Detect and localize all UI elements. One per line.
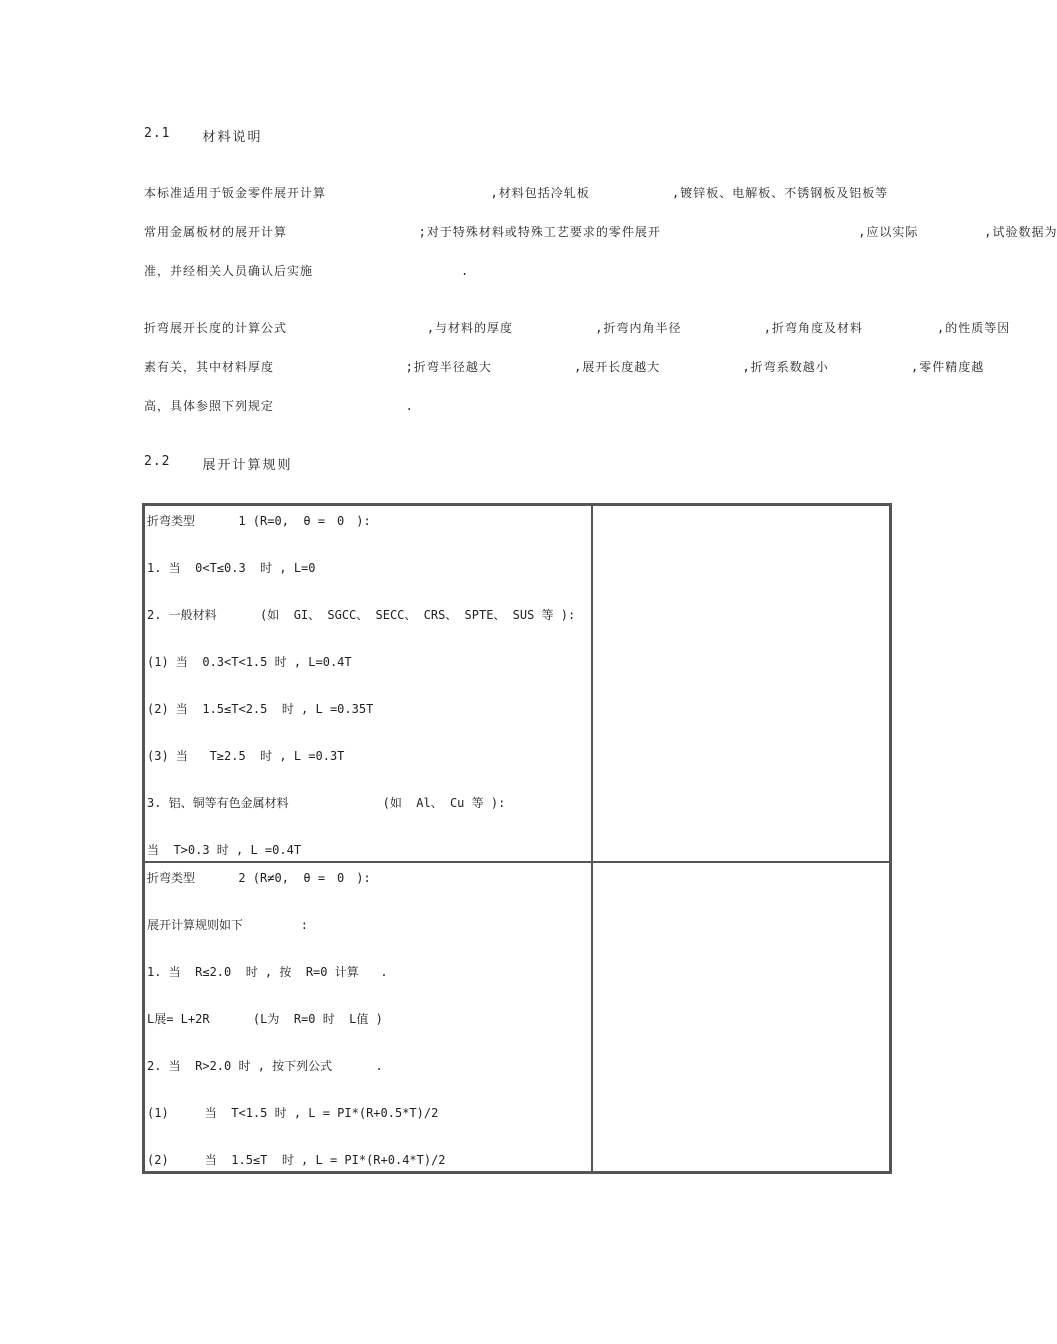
section-heading-2-2 (144, 454, 293, 473)
section-number: 2.1 (144, 126, 171, 141)
rule-line: 当 T>0.3 时 , L =0.4T (147, 843, 302, 857)
rule-line: (2) 当 1.5≤T<2.5 时 , L =0.35T (147, 702, 374, 716)
section-number: 2.2 (144, 454, 171, 469)
paragraph-bend-formula (144, 318, 1011, 435)
paragraph-line: 准，并经相关人员确认后实施 . (144, 264, 470, 278)
rule-line: 2. 一般材料 (如 GI、 SGCC、 SECC、 CRS、 SPTE、 SUS 等 ): (147, 608, 576, 622)
table-cell-rules (144, 505, 592, 862)
paragraph-material (144, 183, 1057, 300)
paragraph-line: 折弯展开长度的计算公式 ,与材料的厚度 ,折弯内角半径 ,折弯角度及材料 ,的性质等因 (144, 321, 1011, 335)
table-row (144, 505, 890, 862)
rule-line: (3) 当 T≥2.5 时 , L =0.3T (147, 749, 345, 763)
section-title: 展开计算规则 (202, 458, 293, 473)
section-heading-2-1 (144, 126, 263, 145)
paragraph-line: 常用金属板材的展开计算 ;对于特殊材料或特殊工艺要求的零件展开 ,应以实际 ,试验数据为 (144, 225, 1057, 239)
rule-line: 1. 当 R≤2.0 时 , 按 R=0 计算 . (147, 965, 388, 979)
rule-line: 展开计算规则如下 : (147, 918, 309, 932)
rule-line: (1) 当 0.3<T<1.5 时 , L=0.4T (147, 655, 352, 669)
paragraph-line: 本标准适用于钣金零件展开计算 ,材料包括冷轧板 ,镀锌板、电解板、不锈钢板及铝板等 (144, 186, 889, 200)
bend-rule-table (142, 503, 892, 1174)
rule-line: 3. 铝、铜等有色金属材料 (如 Al、 Cu 等 ): (147, 796, 506, 810)
section-title: 材料说明 (202, 130, 263, 145)
table-cell-rules (144, 862, 592, 1172)
table-cell-diagram (592, 505, 890, 862)
rule-line: 折弯类型 1 (R=0, θ = 0 ): (147, 514, 371, 528)
rule-line: L展= L+2R (L为 R=0 时 L值 ) (147, 1012, 383, 1026)
table-cell-diagram (592, 862, 890, 1172)
rule-line: 折弯类型 2 (R≠0, θ = 0 ): (147, 871, 371, 885)
rule-line: 1. 当 0<T≤0.3 时 , L=0 (147, 561, 316, 575)
rule-line: (2) 当 1.5≤T 时 , L = PI*(R+0.4*T)/2 (147, 1153, 446, 1167)
paragraph-line: 高，具体参照下列规定 . (144, 399, 414, 413)
table-row (144, 862, 890, 1172)
rule-line: 2. 当 R>2.0 时 , 按下列公式 . (147, 1059, 383, 1073)
paragraph-line: 素有关，其中材料厚度 ;折弯半径越大 ,展开长度越大 ,折弯系数越小 ,零件精度越 (144, 360, 985, 374)
rule-line: (1) 当 T<1.5 时 , L = PI*(R+0.5*T)/2 (147, 1106, 439, 1120)
